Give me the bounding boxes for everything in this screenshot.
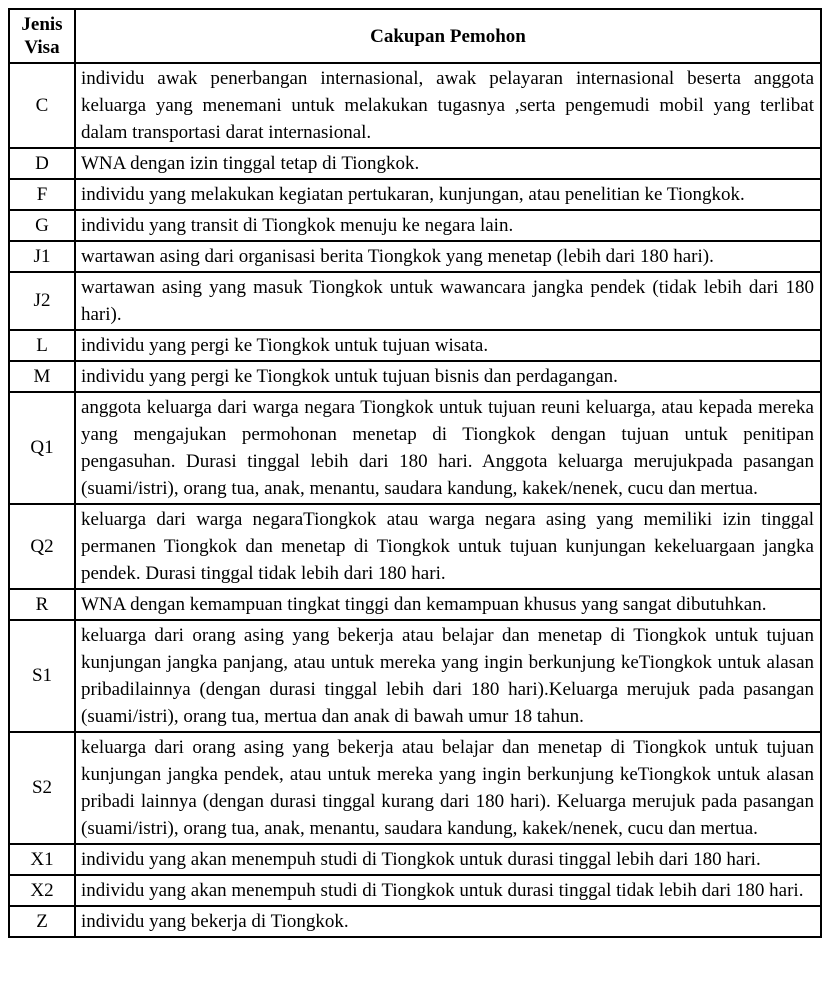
- coverage-cell: individu yang pergi ke Tiongkok untuk tujuan bisnis dan perdagangan.: [75, 361, 821, 392]
- visa-type-cell: D: [9, 148, 75, 179]
- table-row: [9, 272, 821, 330]
- coverage-cell: wartawan asing yang masuk Tiongkok untuk wawancara jangka pendek (tidak lebih dari 180 hari).: [75, 272, 821, 330]
- visa-type-cell: X1: [9, 844, 75, 875]
- table-row: [9, 906, 821, 937]
- visa-type-cell: J2: [9, 272, 75, 330]
- coverage-cell: WNA dengan izin tinggal tetap di Tiongkok.: [75, 148, 821, 179]
- table-row: [9, 504, 821, 589]
- table-row: [9, 241, 821, 272]
- coverage-cell: individu awak penerbangan internasional, awak pelayaran internasional beserta anggota keluarga yang menemani untuk melakukan tugasnya ,serta pengemudi mobil yang terlibat dalam transportasi darat internasional.: [75, 63, 821, 148]
- visa-type-cell: G: [9, 210, 75, 241]
- visa-types-table: [8, 8, 822, 938]
- coverage-cell: anggota keluarga dari warga negara Tiongkok untuk tujuan reuni keluarga, atau kepada mereka yang mengajukan permohonan menetap di Tiongkok dengan tujuan untuk penitipan pengasuhan. Durasi tinggal lebih dari 180 hari. Anggota keluarga merujukpada pasangan (suami/istri), orang tua, anak, menantu, saudara kandung, kakek/nenek, cucu dan mertua.: [75, 392, 821, 504]
- table-row: [9, 361, 821, 392]
- column-header-coverage: Cakupan Pemohon: [75, 9, 821, 63]
- visa-type-cell: Q2: [9, 504, 75, 589]
- visa-type-cell: S2: [9, 732, 75, 844]
- table-row: [9, 148, 821, 179]
- coverage-cell: individu yang akan menempuh studi di Tiongkok untuk durasi tinggal lebih dari 180 hari.: [75, 844, 821, 875]
- coverage-cell: individu yang pergi ke Tiongkok untuk tujuan wisata.: [75, 330, 821, 361]
- table-row: [9, 330, 821, 361]
- table-row: [9, 620, 821, 732]
- column-header-visa-type: Jenis Visa: [9, 9, 75, 63]
- table-row: [9, 844, 821, 875]
- visa-type-cell: Q1: [9, 392, 75, 504]
- visa-type-cell: F: [9, 179, 75, 210]
- coverage-cell: keluarga dari orang asing yang bekerja atau belajar dan menetap di Tiongkok untuk tujuan kunjungan jangka panjang, atau untuk mereka yang ingin berkunjung keTiongkok untuk alasan pribadilainnya (dengan durasi tinggal lebih dari 180 hari).Keluarga merujuk pada pasangan (suami/istri), orang tua, mertua dan anak di bawah umur 18 tahun.: [75, 620, 821, 732]
- header-row: [9, 9, 821, 63]
- visa-type-cell: Z: [9, 906, 75, 937]
- table-row: [9, 179, 821, 210]
- visa-type-cell: R: [9, 589, 75, 620]
- coverage-cell: individu yang akan menempuh studi di Tiongkok untuk durasi tinggal tidak lebih dari 180 hari.: [75, 875, 821, 906]
- table-row: [9, 732, 821, 844]
- coverage-cell: individu yang transit di Tiongkok menuju ke negara lain.: [75, 210, 821, 241]
- table-row: [9, 63, 821, 148]
- visa-type-cell: C: [9, 63, 75, 148]
- table-row: [9, 875, 821, 906]
- visa-type-cell: J1: [9, 241, 75, 272]
- table-row: [9, 210, 821, 241]
- visa-type-cell: M: [9, 361, 75, 392]
- visa-type-cell: X2: [9, 875, 75, 906]
- visa-type-cell: S1: [9, 620, 75, 732]
- coverage-cell: keluarga dari warga negaraTiongkok atau warga negara asing yang memiliki izin tinggal permanen Tiongkok dan menetap di Tiongkok untuk tujuan kunjungan kekeluargaan jangka pendek. Durasi tinggal tidak lebih dari 180 hari.: [75, 504, 821, 589]
- coverage-cell: wartawan asing dari organisasi berita Tiongkok yang menetap (lebih dari 180 hari).: [75, 241, 821, 272]
- visa-type-cell: L: [9, 330, 75, 361]
- coverage-cell: WNA dengan kemampuan tingkat tinggi dan kemampuan khusus yang sangat dibutuhkan.: [75, 589, 821, 620]
- coverage-cell: individu yang melakukan kegiatan pertukaran, kunjungan, atau penelitian ke Tiongkok.: [75, 179, 821, 210]
- coverage-cell: keluarga dari orang asing yang bekerja atau belajar dan menetap di Tiongkok untuk tujuan kunjungan jangka pendek, atau untuk mereka yang ingin berkunjung keTiongkok untuk alasan pribadi lainnya (dengan durasi tinggal kurang dari 180 hari). Keluarga merujuk pada pasangan (suami/istri), orang tua, anak, menantu, saudara kandung, kakek/nenek, cucu dan mertua.: [75, 732, 821, 844]
- table-row: [9, 392, 821, 504]
- table-row: [9, 589, 821, 620]
- coverage-cell: individu yang bekerja di Tiongkok.: [75, 906, 821, 937]
